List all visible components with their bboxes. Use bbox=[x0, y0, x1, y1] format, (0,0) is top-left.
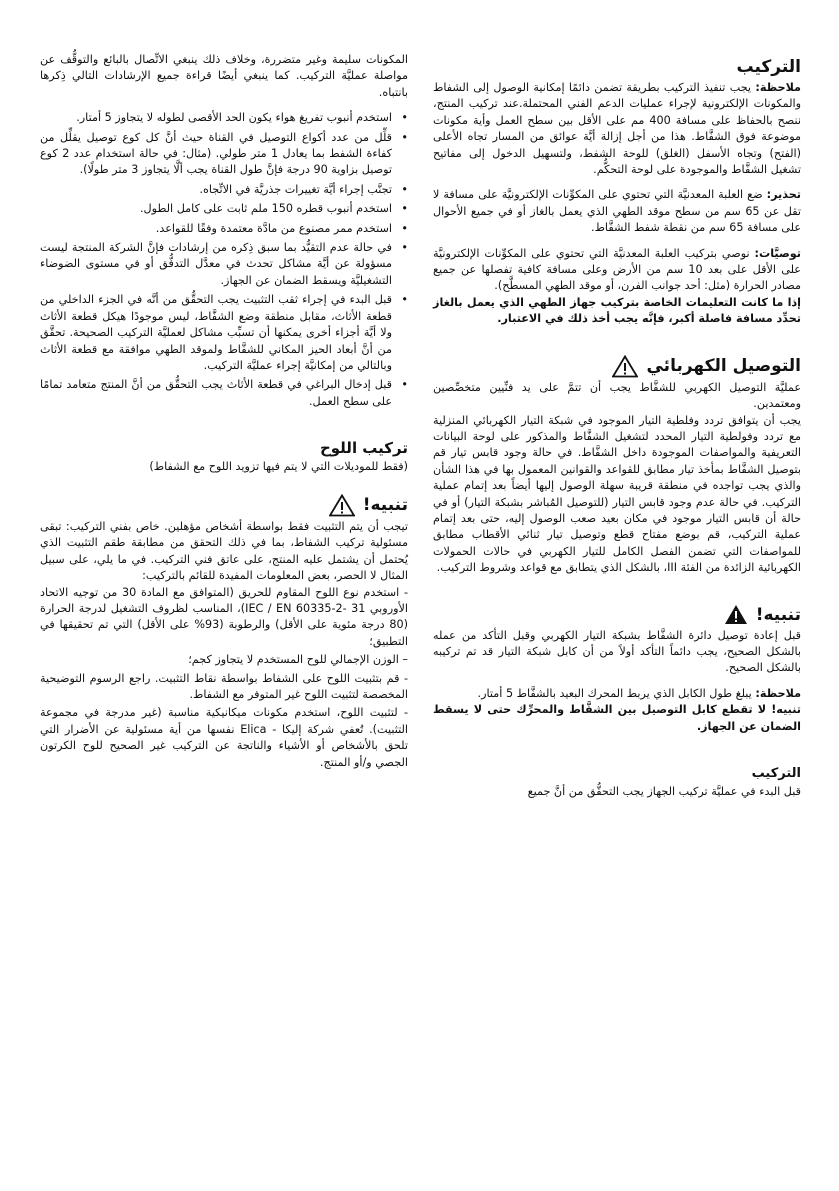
installation-2-heading: التركيب bbox=[751, 766, 801, 781]
warning-heading-1-text: تنبيه! bbox=[755, 604, 801, 625]
caution-label: تحذير: bbox=[766, 188, 801, 202]
left-column bbox=[40, 52, 408, 773]
panel-dash-item-4: - لتثبيت اللوح، استخدم مكونات ميكانيكية مناسبة (غير مدرجة في مجموعة التثبيت). تُعفي شركة إليكا - Elica نفسها من أية مسئولية عن الأضرار التي تلحق بالأشخاص أو الأشياء والناتجة عن التركيب غير الصحيح للوح الكرتون الجصي و/أو المنتج. bbox=[40, 706, 408, 769]
list-item: • استخدم ممر مصنوع من مادَّة معتمدة وفقًا للقواعد. bbox=[40, 221, 392, 237]
electrical-heading bbox=[433, 355, 801, 378]
list-item: • قلِّل من عدد أكواع التوصيل في القناة حيث أنَّ كل كوع توصيل يقلِّل من كفاءة الشفط بما يعادل 1 متر طولي. (مثال: في حالة استخدام عدد 2 كوع توصيل بزاوية 90 درجة فإنَّ طول القناة يجب ألَّا يتجاوز 3 متر طولًا). bbox=[40, 130, 392, 179]
list-item: • استخدم أنبوب قطره 150 ملم ثابت على كامل الطول. bbox=[40, 201, 392, 217]
note-2-label: ملاحظة: bbox=[755, 686, 801, 700]
note-text: يجب تنفيذ التركيب بطريقة تضمن دائمًا إمكانية الوصول إلى الشفاط والمكونات الإلكترونية لإجراء عمليات الدعم الفني المحتملة.عند تركيب المنتج، ننصح بالحفاظ على مسافة 400 مم على الأقل بين سطح العمل وأية مكونات موضوعة فوق الشفَّاط. هذا من أجل إزالة أيَّة عوائق من المسار تجاه الأعلى (الفتح) وتجاه الأسفل (الغلق) للوحة الشفط، ولتسهيل الدخول إلى مفاتيح تشغيل الشفَّاط والموجودة على لوحة التحكُّم. bbox=[433, 81, 801, 177]
panel-dash-item-2: – الوزن الإجمالي للوح المستخدم لا يتجاوز كجم؛ bbox=[188, 653, 408, 667]
warning-triangle-outline-icon bbox=[612, 355, 638, 378]
list-item: • قبل إدخال البراغي في قطعة الأثاث يجب التحقُّق من أنَّ المنتج متعامد تمامًا على سطح العمل. bbox=[40, 377, 392, 410]
panel-subtitle: (فقط للموديلات التي لا يتم فيها تزويد اللوح مع الشفاط) bbox=[149, 459, 408, 473]
list-item: • قبل البدء في إجراء ثقب التثبيت يجب التحقُّق من أنَّه في الجزء الداخلي من قطعة الأثاث، مقابل منطقة وضع الشفَّاط، ليس موجودًا هيكل قطعة الأثاث ولا أيَّة أجزاء أخرى يمكنها أن تسبِّب مشاكل لعمليَّة التركيب الصحيحة. تحقَّق من أنَّ أبعاد الحيز المكاني للشفَّاط ولموقد الطهي موافقة مع قطعة الأثاث وبالتالي من إمكانيَّة إجراء عمليَّة التركيب. bbox=[40, 292, 392, 374]
panel-heading: تركيب اللوح bbox=[319, 439, 408, 458]
recommendations-paragraph bbox=[433, 246, 801, 295]
warning-cable-bold: تنبيه! لا تقطع كابل التوصيل بين الشفَّاط والمحرِّك حتى لا يسقط الضمان عن الجهاز. bbox=[433, 703, 801, 733]
warning-triangle-outline-icon bbox=[329, 494, 355, 517]
electrical-paragraph-1: عمليَّة التوصيل الكهربي للشفَّاط يجب أن تتمَّ على يد فنِّيين متخصِّصين ومعتمدين. bbox=[433, 380, 801, 411]
list-item: • استخدم أنبوب تفريغ هواء يكون الحد الأقصى لطوله لا يتجاوز 5 أمتار. bbox=[40, 110, 392, 126]
intro-paragraph: المكونات سليمة وغير متضررة، وخلاف ذلك ينبغي الاتِّصال بالبائع والتوقُّف عن مواصلة عمليَّة التركيب. كما ينبغي أيضًا قراءة جميع الإرشادات التالي ذِكرها بانتباه. bbox=[40, 53, 408, 99]
installation-heading: التركيب bbox=[736, 57, 801, 77]
panel-dash-item-3: - قم بتثبيت اللوح على الشفاط بواسطة نقاط التثبيت. راجع الرسوم التوضيحية المخصصة لتثبيت اللوح غير المتوفر مع الشفاط. bbox=[40, 671, 408, 701]
recommendations-bold-note: إذا ما كانت التعليمات الخاصة بتركيب جهاز الطهي الذي يعمل بالغاز تحدِّد مسافة فاصلة أكبر، فإنَّه يجب أخذ ذلك في الاعتبار. bbox=[433, 295, 801, 326]
guidelines-list bbox=[40, 110, 408, 410]
warning-heading-2 bbox=[40, 494, 408, 517]
warning-triangle-solid-icon bbox=[724, 604, 748, 625]
installation-2-text: قبل البدء في عمليَّة تركيب الجهاز يجب التحقُّق من أنَّ جميع bbox=[527, 785, 801, 799]
caution-text: ضع العلبة المعدنيَّة التي تحتوي على المكوِّنات الإلكترونيَّة على مسافة لا تقل عن 65 سم من سطح موقد الطهي الذي يعمل بالغاز أو في جميع الأحوال على مسافة 65 سم من نقطة شفط الشفَّاط. bbox=[433, 188, 801, 235]
note-2-paragraph bbox=[433, 686, 801, 702]
recommendations-text: نوصي بتركيب العلبة المعدنيَّة التي تحتوي على المكوِّنات الإلكترونيَّة على الأقل على بعد 10 سم من الأرض وعلى مسافة كافية تفصلها عن جميع مصادر الحرارة (مثل: أحد جوانب الفرن، أو موقد الطهي المسطَّح). bbox=[433, 246, 801, 293]
note-2-text: يبلغ طول الكابل الذي يربط المحرك البعيد بالشفَّاط 5 أمتار. bbox=[477, 686, 752, 700]
caution-paragraph bbox=[433, 187, 801, 236]
warning-2-paragraph: تيجب أن يتم التثبيت فقط بواسطة أشخاص مؤهلين. خاص بفني التركيب: تبقى مسئولية تركيب الشفاط، بما في ذلك التحقق من مطابقة طقم التثبيت الذي يُحتمل أن يشتمل عليه المنتج، على عاتق فني التركيب. في ما يلي، على سبيل المثال لا الحصر، بعض المعلومات المفيدة للقائم بالتركيب: bbox=[40, 519, 408, 583]
recommendations-label: توصيَّات: bbox=[754, 246, 801, 260]
electrical-paragraph-2: يجب أن يتوافق تردد وفلطية التيار الموجود في شبكة التيار الكهربائي المنزلية مع تردد وفولطية التيار المحدد لتشغيل الشفَّاط والمذكور على لوحة البيانات التعريفية والمواصفات الموجودة داخل الشفَّاط. في حالة وجود قابس تيار قم بتوصيل الشفَّاط بمأخذ تيار مطابق للقواعد والقوانين المعمول بها في هذا الشأن والذي يجب تواجده في منطقة قريبة سهلة الوصول إليها أيضاً بعد إتمام عملية التركيب. في حالة عدم وجود قابس التيار (للتوصيل المُباشر بشبكة التيار) أو في حالة أن قابس التيار موجود في مكان بعيد صعب الوصول إليه، حتى بعد إتمام عملية التركيب، قم بوضع مفتاح قطع وتوصيل تيار ثنائي الأقطاب مطابق للمواصفات التي تضمن الفصل الكامل للتيار الكهربي في حالات الحمولات الكهربائية الزائدة من الفئة III، بالشكل الذي يتطابق مع قواعد وشروط التركيب. bbox=[433, 413, 801, 575]
note-paragraph bbox=[433, 80, 801, 178]
warning-heading-1 bbox=[433, 604, 801, 626]
electrical-heading-text: التوصيل الكهربائي bbox=[646, 356, 801, 377]
note-label: ملاحظة: bbox=[755, 81, 801, 94]
warning-heading-2-text: تنبيه! bbox=[362, 495, 408, 516]
list-item: • في حالة عدم التقيُّد بما سبق ذِكره من إرشادات فإنَّ الشركة المنتجة ليست مسؤولة عن أيَّة مشاكل تحدث في معدَّل التدفُّق أو في مستوى الضوضاء التشغيليَّة ويسقط الضمان عن الجهاز. bbox=[40, 240, 392, 289]
warning-1-text: قبل إعادة توصيل دائرة الشفَّاط بشبكة التيار الكهربي وقبل التأكد من عمله بالشكل الصحيح، يجب دائماً التأكد أولاً من أن كابل شبكة التيار قد تم تركيبه بالشكل الصحيح. bbox=[433, 628, 801, 675]
panel-dash-item-1: - استخدم نوع اللوح المقاوم للحريق (المتوافق مع المادة 30 من توجيه الاتحاد الأوروبي 31 -2-60335 IEC / EN)، المناسب لظروف التشغيل لدرجة الحرارة (80 درجة مئوية على الأقل) والرطوبة (93% على الأقل) التي تم تحقيقها في التطبيق؛ bbox=[40, 585, 409, 648]
right-column bbox=[433, 52, 801, 810]
list-item: • تجنَّب إجراء أيَّة تغييرات جذريَّة في الاتِّجاه. bbox=[40, 182, 392, 198]
